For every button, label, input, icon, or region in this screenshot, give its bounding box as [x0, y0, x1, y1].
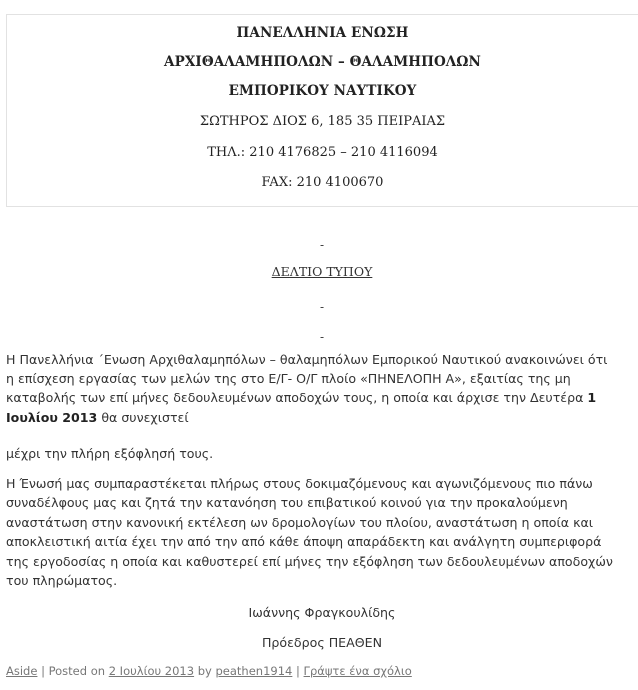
author-link[interactable]: peathen1914	[215, 664, 293, 678]
signature-name: Ιωάννης Φραγκουλίδης	[248, 605, 396, 620]
paragraph-solidarity	[6, 474, 638, 590]
letterhead-line-1: ΠΑΝΕΛΛΗΝΙΑ ΕΝΩΣΗ	[236, 25, 409, 41]
footer-text: | Posted on	[37, 664, 109, 678]
paragraph-announcement	[6, 350, 638, 427]
separator-dash: -	[319, 330, 325, 344]
aside-link[interactable]: Aside	[6, 664, 38, 678]
text-line: του πληρώματος.	[6, 573, 118, 589]
text-segment: θα συνεχιστεί	[97, 409, 189, 425]
text-line: της εργοδοσίας η οποία και καθυστερεί επί μήνες την εξόφληση των δεδουλευμένων αποδοχών	[6, 553, 613, 569]
post-meta-footer	[6, 664, 412, 678]
text-line: αποκλειστική αιτία έχει την από την από κάθε άποψη απαράδεκτη και ανάλγητη συμπεριφορά	[6, 534, 602, 550]
text-line: συναδέλφους μας και ζητά την κατανόηση του επιβατικού κοινού για την προκαλούμενη	[6, 495, 568, 511]
separator-dash: -	[319, 238, 325, 252]
leave-comment-link[interactable]: Γράψτε ένα σχόλιο	[303, 664, 412, 678]
text-line: η επίσχεση εργασίας των μελών της στο Ε/Γ- Ο/Γ πλοίο «ΠΗΝΕΛΟΠΗ Α», εξαιτίας της μη	[6, 371, 571, 387]
press-release-title	[6, 264, 638, 279]
letterhead-phone: ΤΗΛ.: 210 4176825 – 210 4116094	[207, 145, 438, 160]
paragraph-continuation: μέχρι την πλήρη εξόφλησή τους.	[6, 446, 214, 461]
text-line: Η Πανελλήνια ΄Ενωση Αρχιθαλαμηπόλων – θαλαμηπόλων Εμπορικού Ναυτικού ανακοινώνει ότι	[6, 352, 608, 367]
bold-date-day: 1	[587, 390, 597, 406]
signature-title: Πρόεδρος ΠΕΑΘΕΝ	[261, 635, 383, 650]
letterhead-address: ΣΩΤΗΡΟΣ ΔΙΟΣ 6, 185 35 ΠΕΙΡΑΙΑΣ	[199, 114, 446, 129]
footer-separator: |	[292, 664, 304, 678]
letterhead-line-3: ΕΜΠΟΡΙΚΟΥ ΝΑΥΤΙΚΟΥ	[228, 83, 417, 99]
bold-date-month: Ιουλίου 2013	[6, 409, 98, 425]
footer-text: by	[194, 664, 216, 678]
text-line: αναστάτωση στην κανονική εκτέλεση ων δρομολογίων του πλοίου, αναστάτωση η οποία και	[6, 514, 594, 530]
text-segment: καταβολής των επί μήνες δεδουλευμένων αποδοχών τους, η οποία και άρχισε την Δευτέρα	[6, 390, 588, 406]
letterhead-line-2: ΑΡΧΙΘΑΛΑΜΗΠΟΛΩΝ – ΘΑΛΑΜΗΠΟΛΩΝ	[164, 54, 481, 70]
letterhead-fax: FAX: 210 4100670	[261, 175, 384, 190]
post-date-link[interactable]: 2 Ιουλίου 2013	[108, 664, 195, 678]
text-line	[6, 388, 638, 407]
press-release-title-text: ΔΕΛΤΙΟ ΤΥΠΟΥ	[271, 264, 373, 279]
text-line: Η Ένωσή μας συμπαραστέκεται πλήρως στους δοκιμαζόμενους και αγωνιζόμενους πιο πάνω	[6, 476, 593, 491]
text-line	[6, 408, 638, 427]
letterhead-box	[6, 14, 638, 207]
separator-dash: -	[319, 300, 325, 314]
